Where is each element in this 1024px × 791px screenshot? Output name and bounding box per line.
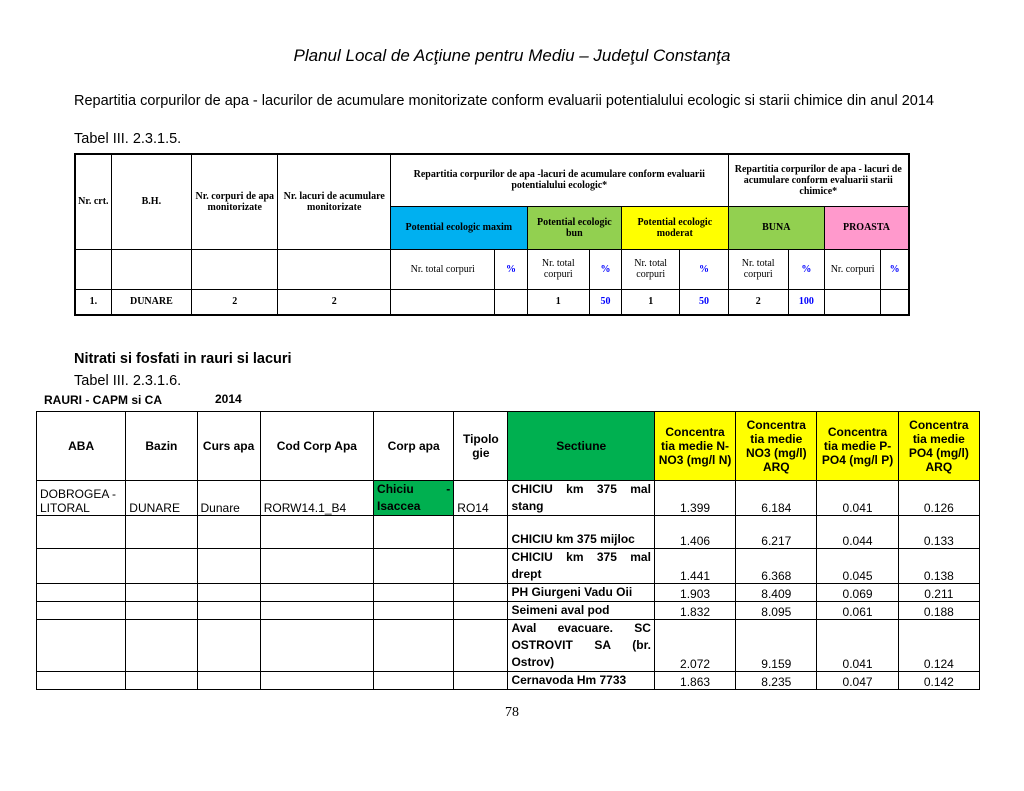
table2-caption: Tabel III. 2.3.1.6. bbox=[74, 373, 182, 389]
cell-proasta-nr bbox=[825, 289, 881, 315]
empty-cell bbox=[126, 602, 197, 620]
table-row bbox=[37, 602, 980, 620]
empty-cell bbox=[197, 516, 260, 549]
page-header: Planul Local de Acţiune pentru Mediu – Judeţul Constanţa bbox=[293, 46, 731, 65]
empty-cell bbox=[260, 672, 373, 690]
empty-cell bbox=[37, 549, 126, 584]
header-nr-corpuri: Nr. corpuri de apa monitorizate bbox=[192, 154, 278, 249]
table-row bbox=[37, 584, 980, 602]
header-corp: Corp apa bbox=[374, 412, 454, 481]
empty-cell bbox=[454, 516, 508, 549]
cell-corpuri: 2 bbox=[192, 289, 278, 315]
cell-nr: 1. bbox=[75, 289, 111, 315]
empty-cell bbox=[374, 602, 454, 620]
cell-conc-p-po4: 0.047 bbox=[817, 672, 898, 690]
sub-corpuri: Nr. corpuri bbox=[825, 249, 881, 289]
cell-bun-nr: 1 bbox=[527, 289, 589, 315]
empty-cell bbox=[37, 584, 126, 602]
empty-cell bbox=[260, 620, 373, 672]
empty-cell bbox=[197, 584, 260, 602]
cell-sectiune: PH Giurgeni Vadu Oii bbox=[508, 584, 654, 602]
empty-cell bbox=[126, 672, 197, 690]
empty-cell bbox=[126, 549, 197, 584]
table-nitrates-phosphates bbox=[36, 411, 980, 690]
cell-max-pct bbox=[495, 289, 527, 315]
cell-conc-n-no3: 1.406 bbox=[654, 516, 735, 549]
cell-conc-po4: 0.211 bbox=[898, 584, 979, 602]
empty-cell bbox=[374, 620, 454, 672]
cell-conc-n-no3: 1.903 bbox=[654, 584, 735, 602]
header-buna: BUNA bbox=[728, 206, 824, 249]
header-curs: Curs apa bbox=[197, 412, 260, 481]
cell-conc-po4: 0.138 bbox=[898, 549, 979, 584]
header-tipologie: Tipolo gie bbox=[454, 412, 508, 481]
cell-mod-nr: 1 bbox=[622, 289, 680, 315]
intro-paragraph: Repartitia corpurilor de apa - lacurilor de acumulare monitorizate conform evaluarii potentialului ecologic si starii chimice din anul 2014 bbox=[74, 93, 934, 109]
header-group-chem: Repartitia corpurilor de apa - lacuri de acumulare conform evaluarii starii chimice* bbox=[728, 154, 909, 206]
empty-cell bbox=[260, 516, 373, 549]
table-row bbox=[37, 549, 980, 584]
empty-cell bbox=[374, 549, 454, 584]
cell-conc-n-no3: 2.072 bbox=[654, 620, 735, 672]
empty-cell bbox=[126, 584, 197, 602]
table-row bbox=[37, 672, 980, 690]
cell-aba: DOBROGEA -LITORAL bbox=[37, 481, 126, 516]
sub-pct: % bbox=[788, 249, 824, 289]
sub-total-corpuri: Nr. total corpuri bbox=[622, 249, 680, 289]
empty-cell bbox=[260, 602, 373, 620]
empty-cell bbox=[374, 672, 454, 690]
sub-total-corpuri: Nr. total corpuri bbox=[527, 249, 589, 289]
year-label: 2014 bbox=[215, 392, 242, 406]
header-bazin: Bazin bbox=[126, 412, 197, 481]
cell-buna-pct: 100 bbox=[788, 289, 824, 315]
empty-cell bbox=[260, 584, 373, 602]
cell-bun-pct: 50 bbox=[589, 289, 621, 315]
empty-cell bbox=[126, 620, 197, 672]
header-eco-max: Potential ecologic maxim bbox=[390, 206, 527, 249]
cell-sectiune: CHICIU km 375 mal stang bbox=[508, 481, 654, 516]
cell-conc-po4: 0.133 bbox=[898, 516, 979, 549]
cell-conc-p-po4: 0.044 bbox=[817, 516, 898, 549]
cell-conc-p-po4: 0.045 bbox=[817, 549, 898, 584]
empty-cell bbox=[37, 516, 126, 549]
cell-sectiune: Seimeni aval pod bbox=[508, 602, 654, 620]
empty-cell bbox=[126, 516, 197, 549]
cell-sectiune: CHICIU km 375 mal drept bbox=[508, 549, 654, 584]
empty-cell bbox=[197, 672, 260, 690]
empty-cell bbox=[278, 249, 391, 289]
empty-cell bbox=[260, 549, 373, 584]
table-row bbox=[37, 620, 980, 672]
cell-bh: DUNARE bbox=[111, 289, 191, 315]
cell-bazin: DUNARE bbox=[126, 481, 197, 516]
table-row bbox=[37, 516, 980, 549]
cell-conc-p-po4: 0.041 bbox=[817, 481, 898, 516]
cell-mod-pct: 50 bbox=[680, 289, 728, 315]
header-eco-moderat: Potential ecologic moderat bbox=[622, 206, 728, 249]
cell-conc-n-no3: 1.441 bbox=[654, 549, 735, 584]
header-cod: Cod Corp Apa bbox=[260, 412, 373, 481]
header-sectiune: Sectiune bbox=[508, 412, 654, 481]
sub-pct: % bbox=[881, 249, 909, 289]
table1-caption: Tabel III. 2.3.1.5. bbox=[74, 131, 182, 147]
cell-conc-no3: 8.409 bbox=[736, 584, 817, 602]
cell-conc-po4: 0.126 bbox=[898, 481, 979, 516]
page-number: 78 bbox=[505, 705, 519, 720]
empty-cell bbox=[454, 672, 508, 690]
cell-sectiune: CHICIU km 375 mijloc bbox=[508, 516, 654, 549]
empty-cell bbox=[374, 516, 454, 549]
table-row bbox=[37, 481, 980, 516]
cell-conc-po4: 0.188 bbox=[898, 602, 979, 620]
cell-conc-n-no3: 1.832 bbox=[654, 602, 735, 620]
cell-sectiune: Cernavoda Hm 7733 bbox=[508, 672, 654, 690]
cell-max-nr bbox=[390, 289, 495, 315]
header-eco-bun: Potential ecologic bun bbox=[527, 206, 621, 249]
header-bh: B.H. bbox=[111, 154, 191, 249]
cell-conc-no3: 8.095 bbox=[736, 602, 817, 620]
cell-conc-no3: 8.235 bbox=[736, 672, 817, 690]
cell-conc-p-po4: 0.041 bbox=[817, 620, 898, 672]
empty-cell bbox=[37, 672, 126, 690]
cell-conc-no3: 9.159 bbox=[736, 620, 817, 672]
cell-tipologie: RO14 bbox=[454, 481, 508, 516]
empty-cell bbox=[197, 602, 260, 620]
rauri-label: RAURI - CAPM si CA bbox=[44, 393, 163, 407]
cell-cod: RORW14.1_B4 bbox=[260, 481, 373, 516]
sub-pct: % bbox=[680, 249, 728, 289]
cell-conc-po4: 0.142 bbox=[898, 672, 979, 690]
empty-cell bbox=[37, 620, 126, 672]
header-nr-crt: Nr. crt. bbox=[75, 154, 111, 249]
empty-cell bbox=[192, 249, 278, 289]
header-conc-n-no3: Concentra tia medie N- NO3 (mg/l N) bbox=[654, 412, 735, 481]
cell-conc-no3: 6.184 bbox=[736, 481, 817, 516]
empty-cell bbox=[197, 549, 260, 584]
cell-conc-po4: 0.124 bbox=[898, 620, 979, 672]
cell-proasta-pct bbox=[881, 289, 909, 315]
cell-conc-n-no3: 1.863 bbox=[654, 672, 735, 690]
header-aba: ABA bbox=[37, 412, 126, 481]
cell-conc-p-po4: 0.069 bbox=[817, 584, 898, 602]
empty-cell bbox=[454, 584, 508, 602]
cell-conc-no3: 6.368 bbox=[736, 549, 817, 584]
sub-pct: % bbox=[589, 249, 621, 289]
table-reservoir-distribution bbox=[74, 153, 910, 316]
empty-cell bbox=[37, 602, 126, 620]
empty-cell bbox=[454, 620, 508, 672]
header-conc-no3: Concentra tia medie NO3 (mg/l) ARQ bbox=[736, 412, 817, 481]
header-conc-po4: Concentra tia medie PO4 (mg/l) ARQ bbox=[898, 412, 979, 481]
empty-cell bbox=[454, 602, 508, 620]
cell-conc-no3: 6.217 bbox=[736, 516, 817, 549]
sub-total-corpuri: Nr. total corpuri bbox=[728, 249, 788, 289]
empty-cell bbox=[75, 249, 111, 289]
header-proasta: PROASTA bbox=[825, 206, 910, 249]
section-title: Nitrati si fosfati in rauri si lacuri bbox=[74, 351, 292, 367]
empty-cell bbox=[374, 584, 454, 602]
header-conc-p-po4: Concentra tia medie P- PO4 (mg/l P) bbox=[817, 412, 898, 481]
sub-pct: % bbox=[495, 249, 527, 289]
cell-curs: Dunare bbox=[197, 481, 260, 516]
cell-conc-p-po4: 0.061 bbox=[817, 602, 898, 620]
empty-cell bbox=[454, 549, 508, 584]
sub-total-corpuri: Nr. total corpuri bbox=[390, 249, 495, 289]
cell-sectiune: Aval evacuare. SC OSTROVIT SA (br. Ostrov) bbox=[508, 620, 654, 672]
header-nr-lacuri: Nr. lacuri de acumulare monitorizate bbox=[278, 154, 391, 249]
cell-lacuri: 2 bbox=[278, 289, 391, 315]
cell-buna-nr: 2 bbox=[728, 289, 788, 315]
cell-conc-n-no3: 1.399 bbox=[654, 481, 735, 516]
empty-cell bbox=[111, 249, 191, 289]
empty-cell bbox=[197, 620, 260, 672]
cell-corp: Chiciu - Isaccea bbox=[374, 481, 454, 516]
header-group-eco: Repartitia corpurilor de apa -lacuri de acumulare conform evaluarii potentialului ecologic* bbox=[390, 154, 728, 206]
